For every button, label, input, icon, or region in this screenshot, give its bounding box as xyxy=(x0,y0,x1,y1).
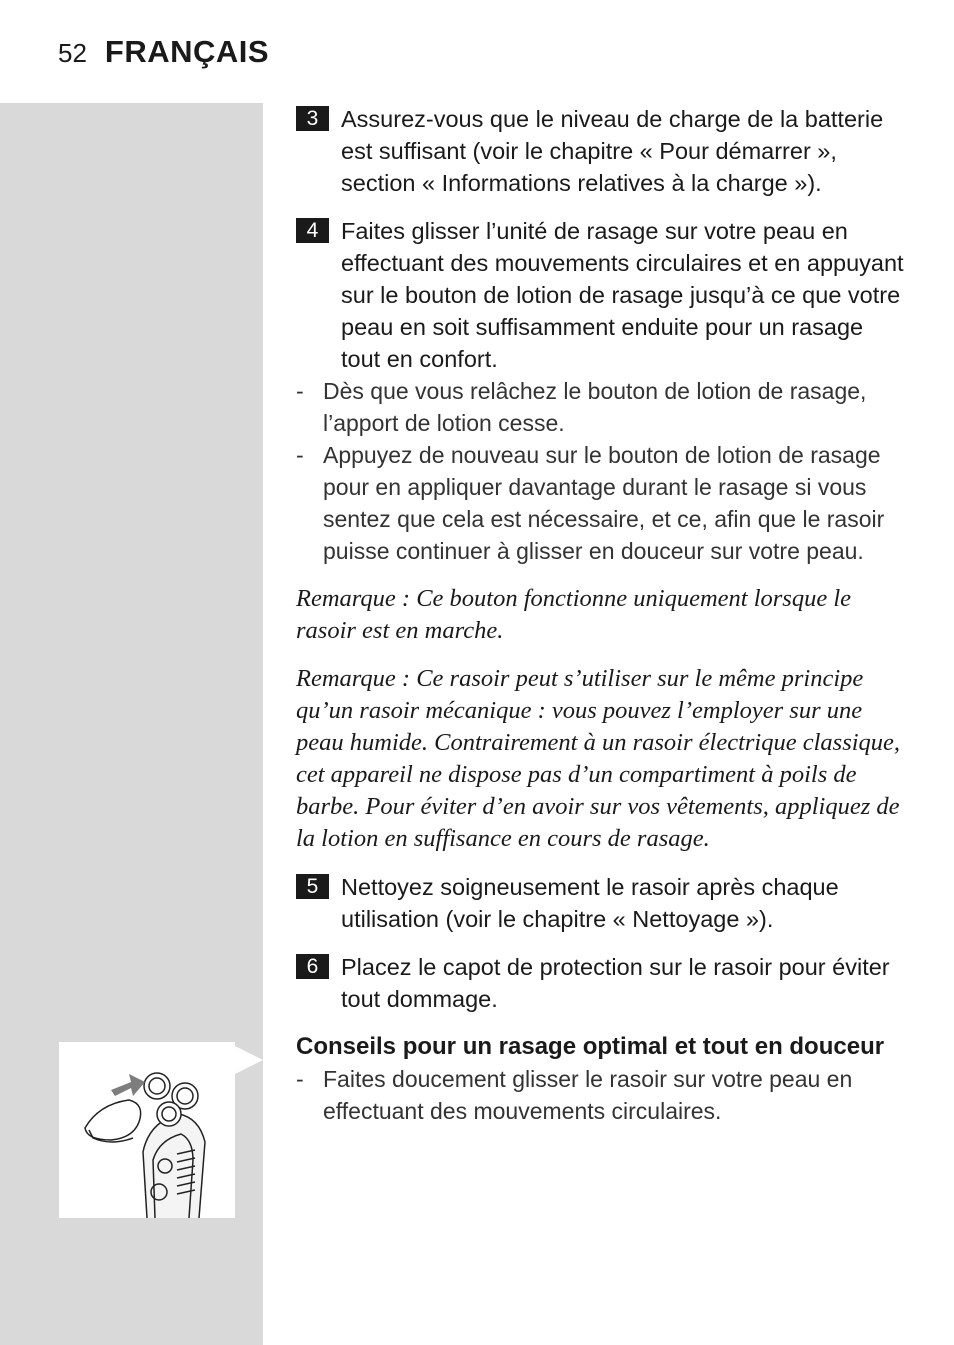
step-text: Placez le capot de protection sur le rasoir pour éviter tout dommage. xyxy=(341,954,890,1012)
note-text: Remarque : Ce rasoir peut s’utiliser sur le même principe qu’un rasoir mécanique : vous pouvez l’employer sur une peau humide. Contrairement à un rasoir électrique classique, cet appareil ne dispose pas d’un compartiment à poils de barbe. Pour éviter d’en avoir sur vos vêtements, appliquez de la lotion en suffisance en cours de rasage. xyxy=(296,665,901,852)
bullet-dash: - xyxy=(296,1066,304,1092)
main-content xyxy=(296,103,906,1127)
bullet-text: Dès que vous relâchez le bouton de lotion de rasage, l’apport de lotion cesse. xyxy=(323,378,867,436)
bullet-text: Faites doucement glisser le rasoir sur votre peau en effectuant des mouvements circulaires. xyxy=(323,1066,853,1124)
step-number-badge: 6 xyxy=(296,954,329,979)
illustration-pointer xyxy=(235,1046,263,1074)
step-4 xyxy=(296,215,906,375)
step-5 xyxy=(296,871,906,935)
step-3 xyxy=(296,103,906,199)
step-text: Nettoyez soigneusement le rasoir après chaque utilisation (voir le chapitre « Nettoyage »). xyxy=(341,874,839,932)
page-number: 52 xyxy=(58,38,87,68)
note-text: Remarque : Ce bouton fonctionne uniquement lorsque le rasoir est en marche. xyxy=(296,585,851,644)
language-title: FRANÇAIS xyxy=(104,34,270,69)
list-item xyxy=(296,1063,906,1127)
step-text: Assurez-vous que le niveau de charge de la batterie est suffisant (voir le chapitre « Pour démarrer », section « Informations relatives à la charge »). xyxy=(341,106,884,196)
page-header xyxy=(58,34,269,74)
shaver-illustration xyxy=(59,1042,235,1218)
step-text: Faites glisser l’unité de rasage sur votre peau en effectuant des mouvements circulaires et en appuyant sur le bouton de lotion de rasage jusqu’à ce que votre peau en soit suffisamment enduite pour un rasage tout en confort. xyxy=(341,218,904,372)
shaver-protection-cap-icon xyxy=(59,1042,235,1218)
list-item xyxy=(296,439,906,567)
step-number-badge: 3 xyxy=(296,106,329,131)
bullet-dash: - xyxy=(296,442,304,468)
step-6 xyxy=(296,951,906,1015)
step-number-badge: 5 xyxy=(296,874,329,899)
step-number-badge: 4 xyxy=(296,218,329,243)
section-title: Conseils pour un rasage optimal et tout en douceur xyxy=(296,1033,885,1060)
list-item xyxy=(296,375,906,439)
bullet-dash: - xyxy=(296,378,304,404)
bullet-text: Appuyez de nouveau sur le bouton de lotion de rasage pour en appliquer davantage durant le rasage si vous sentez que cela est nécessaire, et ce, afin que le rasoir puisse continuer à glisser en douceur sur votre peau. xyxy=(323,442,885,564)
